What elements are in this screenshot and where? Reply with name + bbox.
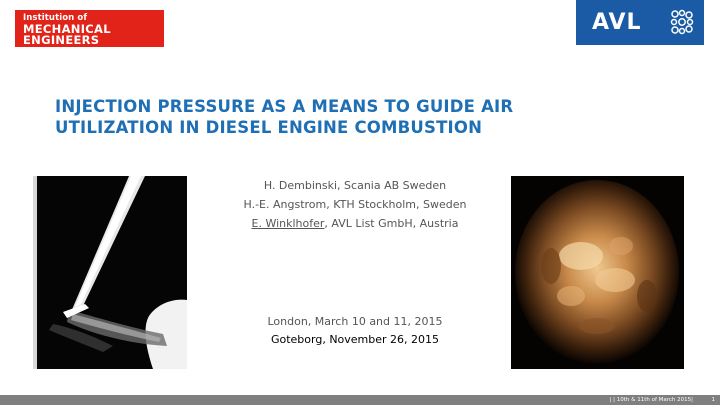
spray-injection-photo [33, 176, 187, 369]
author-1: H. Dembinski, Scania AB Sweden [263, 179, 447, 192]
venue-goteborg: Goteborg, November 26, 2015 [270, 333, 440, 346]
avl-logo-text: AVL [592, 10, 642, 35]
imeche-logo-line3: ENGINEERS [23, 33, 100, 47]
author-3-affiliation: , AVL List GmbH, Austria [324, 217, 459, 230]
combustion-flame-photo [511, 176, 684, 369]
venue-london: London, March 10 and 11, 2015 [267, 315, 443, 328]
imeche-logo [15, 10, 164, 47]
author-2: H.-E. Angstrom, KTH Stockholm, Sweden [243, 198, 467, 211]
author-3-name: E. Winklhofer [251, 217, 325, 230]
avl-logo [576, 0, 704, 45]
footer-bar [0, 395, 720, 405]
presentation-title: INJECTION PRESSURE AS A MEANS TO GUIDE AIR UTILIZATION IN DIESEL ENGINE COMBUSTION [55, 97, 514, 137]
imeche-logo-line2: MECHANICAL [23, 21, 111, 36]
authors-block [200, 176, 510, 233]
footer-date: | | 10th & 11th of March 2015| [609, 397, 693, 403]
venues-block [200, 313, 510, 349]
page-number: 1 [711, 397, 715, 403]
avl-dots-icon [669, 9, 695, 35]
author-3 [200, 214, 510, 233]
imeche-logo-line1: Institution of [23, 13, 88, 23]
